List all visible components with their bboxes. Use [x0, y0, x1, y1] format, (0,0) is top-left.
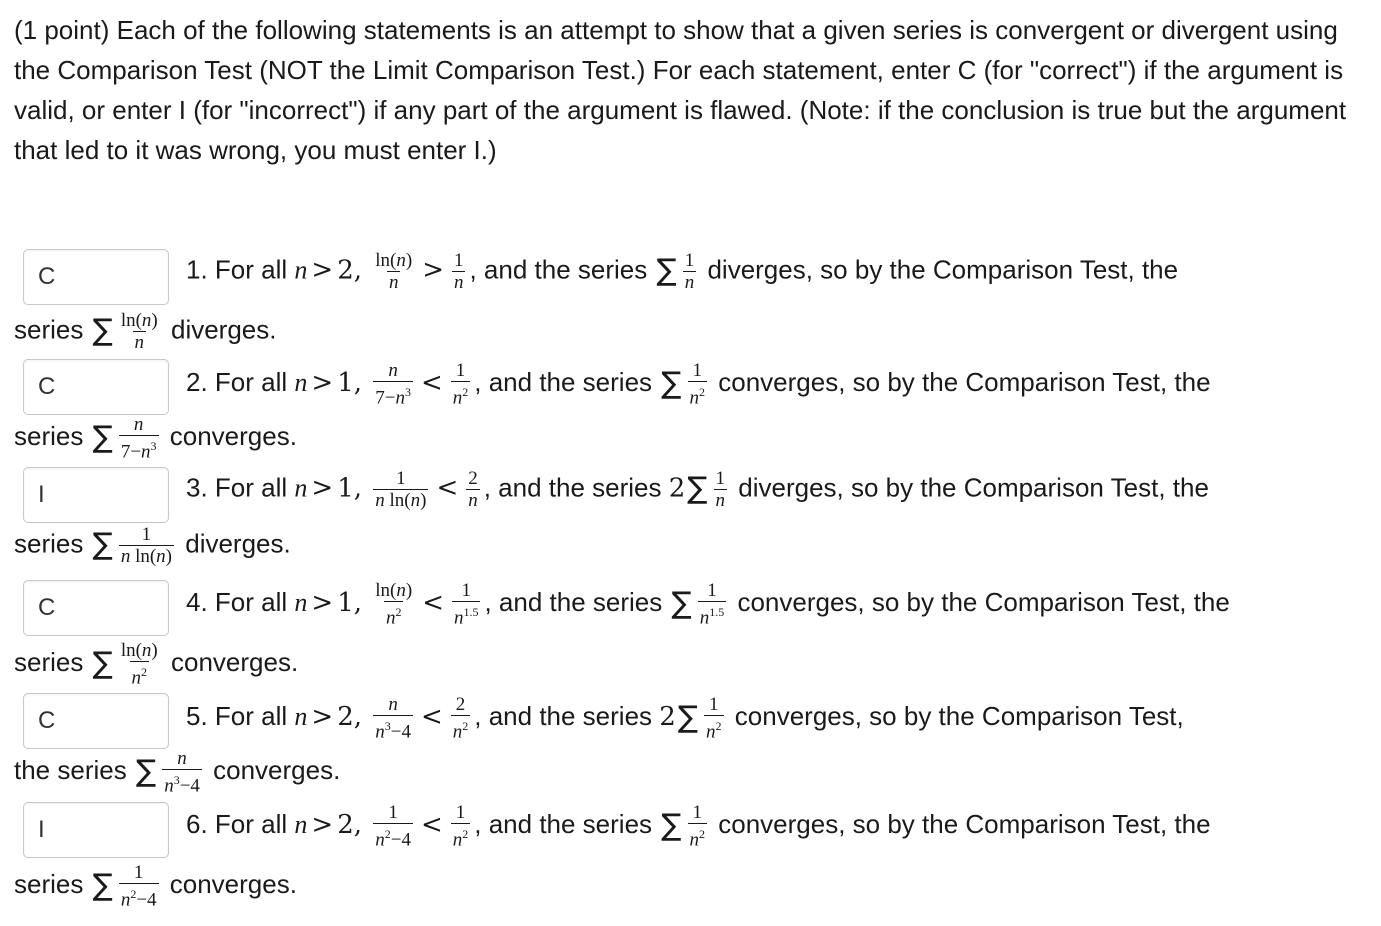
answer-input-1[interactable] [23, 249, 169, 305]
answer-input-6[interactable] [23, 802, 169, 858]
statement-4: 4. For all n > 1, $\frac{\ln(n)}{n^2}$ < $\frac{1}{n^{1.5}}$ , and the series ∑ $\frac{1}{n^{1.5}}$ converges, so by the Comparison Test, the [186, 580, 1230, 629]
sigma-icon: ∑ [661, 808, 682, 844]
statement-1: 1. For all n > 2, $\frac{\ln(n)}{n}$ > $\frac{1}{n}$ , and the series ∑ $\frac{1}{n}$ diverges, so by the Comparison Test, the [186, 250, 1179, 293]
sigma-icon: ∑ [661, 366, 682, 402]
statement-6-continued: series ∑ $\frac{1}{n^2-4}$ converges. [14, 862, 297, 911]
statement-1-continued: series ∑ $\frac{\ln(n)}{n}$ diverges. [14, 310, 277, 353]
statement-2: 2. For all n > 1, $\frac{n}{7-n^3}$ < $\frac{1}{n^2}$ , and the series ∑ $\frac{1}{n^2}$ converges, so by the Comparison Test, the [186, 360, 1211, 409]
statement-number: 1. [186, 254, 208, 285]
statement-5-continued: the series ∑ $\frac{n}{n^3-4}$ converges. [14, 748, 341, 797]
statement-number: 2. [186, 367, 208, 398]
sigma-icon: ∑ [135, 754, 157, 790]
sigma-icon: ∑ [92, 527, 113, 563]
statement-3: 3. For all n > 1, $\frac{1}{\text{n ln(n)}}$ < $\frac{2}{n}$ , and the series 2∑ $\frac{1}{n}$ diverges, so by the Comparison Test, the [186, 468, 1209, 511]
answer-input-5[interactable] [23, 693, 169, 749]
problem-statement: (1 point) Each of the following statements is an attempt to show that a given series is convergent or divergent using the Comparison Test (NOT the Limit Comparison Test.) For each statement, enter C (for "correct") if the argument is valid, or enter I (for "incorrect") if any part of the argument is flawed. (Note: if the conclusion is true but the argument that led to it was wrong, you must enter I.) [14, 15, 1347, 165]
statement-2-continued: series ∑ $\frac{n}{7-n^3}$ converges. [14, 414, 297, 463]
statement-6: 6. For all n > 2, $\frac{1}{n^2-4}$ < $\frac{1}{n^2}$ , and the series ∑ $\frac{1}{n^2}$ converges, so by the Comparison Test, the [186, 802, 1211, 851]
statement-number: 3. [186, 472, 208, 503]
sigma-icon: ∑ [677, 700, 699, 736]
sigma-icon: ∑ [92, 646, 113, 682]
answer-input-2[interactable] [23, 359, 169, 415]
sigma-icon: ∑ [671, 586, 692, 622]
sigma-icon: ∑ [92, 420, 113, 456]
statement-3-continued: series ∑ $\frac{1}{\text{n ln(n)}}$ diverges. [14, 524, 291, 567]
statement-number: 4. [186, 587, 208, 618]
sigma-icon: ∑ [656, 253, 677, 289]
answer-input-3[interactable] [23, 467, 169, 523]
sigma-icon: ∑ [92, 313, 113, 349]
statement-number: 6. [186, 809, 208, 840]
sigma-icon: ∑ [92, 868, 113, 904]
statement-number: 5. [186, 701, 208, 732]
answer-input-4[interactable] [23, 580, 169, 636]
sigma-icon: ∑ [687, 471, 708, 507]
statement-4-continued: series ∑ $\frac{\ln(n)}{n^2}$ converges. [14, 640, 299, 689]
statement-5: 5. For all n > 2, $\frac{n}{n^3-4}$ < $\frac{2}{n^2}$ , and the series 2∑ $\frac{1}{n^2}$ converges, so by the Comparison Test, [186, 694, 1184, 743]
